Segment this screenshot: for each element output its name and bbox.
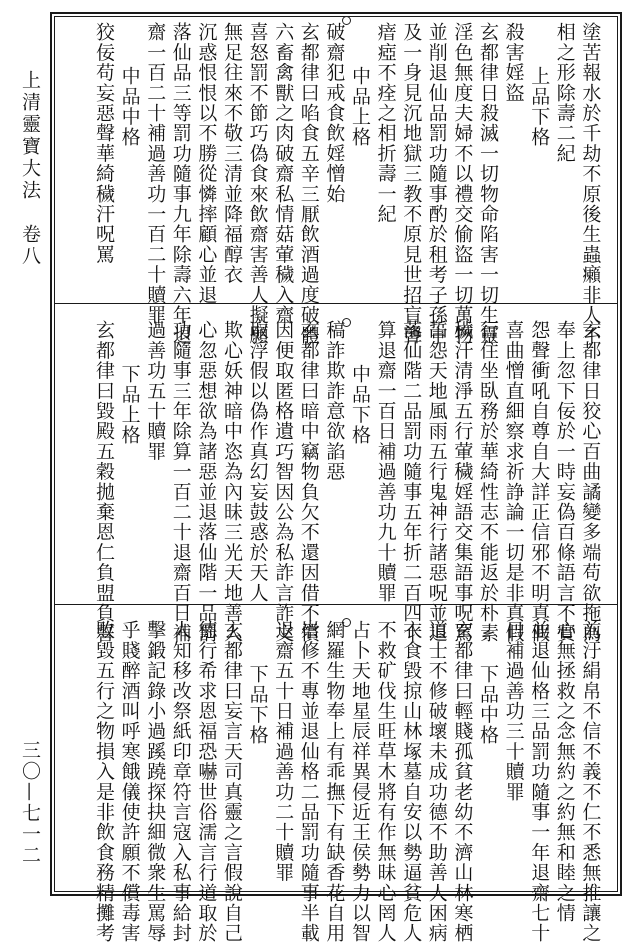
text-column: 不救矿伐生旺草木將有作無昧心罔人	[374, 620, 397, 943]
text-column: 並削退仙品罰功隨事酌於租考子孫中	[425, 22, 448, 346]
text-column: 退齋五十日補過善功二十贖罪	[272, 620, 295, 883]
text-column: 稿詐欺詐意欲諂惡	[323, 320, 346, 482]
text-column: 喜曲憎直細察求祈諍論一切是非真假	[502, 320, 525, 644]
text-column: 玄都律曰啗食五辛三厭飲酒過度破體	[297, 22, 320, 346]
text-column: 誓怨天地風雨五行鬼神行諸惡呪並退	[425, 320, 448, 644]
text-column: 玄都律日殺滅一切物命陷害一切生靈	[477, 22, 499, 346]
text-column: 前汙絹帛不信不義不仁不悉無推讓之	[579, 620, 602, 943]
text-column: 喜怒罰不節巧偽食來飲齋害善人擬願	[246, 22, 269, 346]
text-column: 中品下格	[349, 364, 371, 445]
text-column: 玄都律曰毀殿五穀拋棄恩仁負盟負誓	[93, 320, 115, 644]
text-column: 上品下格	[528, 66, 551, 147]
text-column: 中品上格	[349, 66, 371, 147]
text-column: 因便取匿格遺巧智因公為私詐言詐文	[272, 320, 295, 644]
text-column: 人知移改祭紙印章符言寇入私事給封	[169, 620, 192, 943]
text-column: 淫色無度夫婦不以禮交偷盜一切萬物	[451, 22, 474, 346]
text-column: 六畜禽獸之肉破齋私情菇葷穢入齋	[272, 22, 295, 325]
text-column: 齋一百二十補過善功一百二十贖罪	[144, 22, 167, 325]
text-column: 狡佞苟妄惡聲華綺穢汗呪罵	[93, 22, 115, 265]
text-column: 破齋犯戒食飲婬憎始	[323, 22, 346, 204]
text-column: 取浮假以偽作真幻妄鼓惑於天人	[246, 320, 269, 603]
text-column: 玄都律曰妄言天司真靈之言假說自己	[221, 620, 243, 943]
text-column: 玄都律曰暗中竊物負欠不還因借不償	[297, 320, 320, 644]
text-column: 心無拯救之念無約之約無和睦之情	[553, 620, 576, 923]
text-column: 敗毀五行之物損入是非飲食務精攤考	[93, 620, 115, 943]
text-column: 怨聲衝吼自尊自大詳正信邪不明真假	[528, 320, 551, 644]
text-column: 殺害婬盜	[502, 22, 525, 103]
text-column: 擊鍛記錄小過蹊蹺探抉細微衆生罵辱	[144, 620, 167, 943]
text-column: 塗苦報水於千劫不原後生蟲癩非人不	[579, 22, 602, 346]
text-column: 網羅生物奉上有乖撫下有缺香花自用	[323, 620, 346, 943]
text-column: 奉上忽下佞於一時妄偽百條語言不實	[553, 320, 576, 644]
text-column: 並退仙格三品罰功隨事一年退齋七十	[528, 620, 551, 943]
text-column: 下品上格	[118, 364, 141, 445]
text-column: 崇修不專並退仙格二品罰功隨事半載	[297, 620, 320, 943]
text-column: 日補過善功三十贖罪	[502, 620, 525, 802]
text-column: 衣食毀掠山林塚墓自安以勢逼貧危人	[400, 620, 423, 943]
text-column: 占卜天地星辰祥異侵近王侯勢力以智	[349, 620, 371, 943]
text-column: 及一身見沉地獄三教不原見世招盲聾	[400, 22, 423, 346]
text-column: 乎賤醉酒叫呼寒餓儀使許願不償毒害	[118, 620, 141, 943]
text-column: 沉惑恨恨以不勝從憐摔顧心並退	[195, 22, 218, 305]
text-column: 德行希求恩福恐嚇世俗濡言行道取於	[195, 620, 218, 943]
text-column: 無足往來不敬三清並降福醇衣	[221, 22, 243, 285]
text-column: 玄都律曰輕賤孤貧老幼不濟山林寒栖	[451, 620, 474, 943]
text-column: 穢汗清淨五行葷穢婬語交集語事呪罵	[451, 320, 474, 644]
text-column: 功隨事三年除算一百二十退齋百日補	[169, 320, 192, 644]
text-column: 相之形除壽二紀	[553, 22, 576, 164]
section-divider	[54, 303, 618, 304]
text-column: 算退齋一百日補過善功九十贖罪	[374, 320, 397, 603]
text-column: 下品中格	[477, 664, 499, 745]
book-title: 上清靈寶大法 卷八	[19, 70, 41, 268]
page-number: 三〇—七一二	[19, 740, 41, 866]
text-column: 玄都律日狡心百曲譎變多端苟欲拖為	[579, 320, 602, 644]
text-column: 落仙階二品罰功隨事五年折二百四十	[400, 320, 423, 644]
text-column: 心忽惡想欲為諸惡並退落仙階一品罰	[195, 320, 218, 644]
text-column: 中品中格	[118, 66, 141, 147]
text-column: 落仙品三等罰功隨事九年除壽六年退	[169, 22, 192, 346]
text-column: 過善功五十贖罪	[144, 320, 167, 462]
text-column: 瘖瘂不痊之相折壽一紀	[374, 22, 397, 224]
text-column: 欺心妖神暗中恣為內昧三光天地善人	[221, 320, 243, 644]
text-column: 行住坐臥務於華綺性志不能返於朴素	[477, 320, 499, 644]
text-column: 道士不修破壞未成功德不助善人困病	[425, 620, 448, 943]
text-column: 下品下格	[246, 664, 269, 745]
